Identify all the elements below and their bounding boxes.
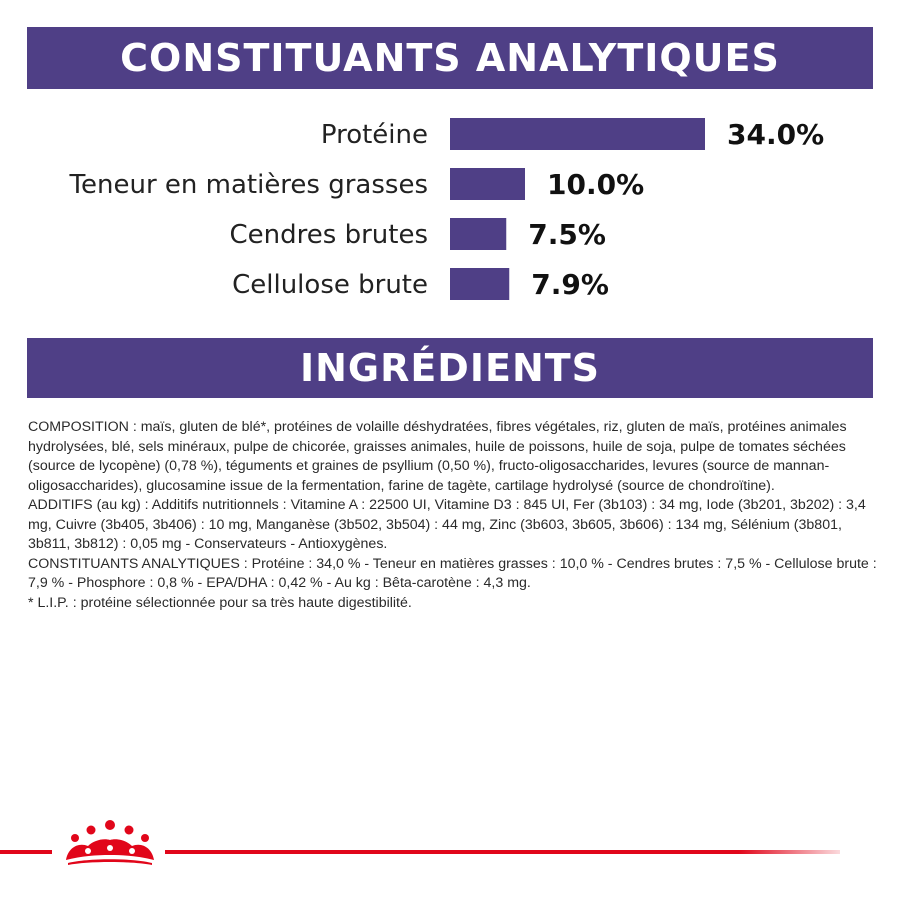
- bar-value-label: 7.9%: [531, 268, 609, 301]
- analytics-bar-chart: [0, 100, 900, 320]
- analytics-title: CONSTITUANTS ANALYTIQUES: [120, 36, 780, 80]
- analytics-banner: [27, 27, 873, 89]
- bar: [450, 168, 525, 200]
- bar-value-label: 7.5%: [528, 218, 606, 251]
- bar-label: Cellulose brute: [232, 270, 428, 300]
- ingredients-text: [28, 418, 878, 613]
- crown-icon: [58, 818, 162, 866]
- bar-value-label: 34.0%: [727, 118, 825, 151]
- bar-value-label: 10.0%: [547, 168, 645, 201]
- footnote-paragraph: * L.I.P. : protéine sélectionnée pour sa très haute digestibilité.: [28, 594, 412, 611]
- analytics-paragraph: CONSTITUANTS ANALYTIQUES : Protéine : 34,0 % - Teneur en matières grasses : 10,0 % - Cendres brutes : 7,5 % - Cellulose brute : 7,9 % - Phosphore : 0,8 % - EPA/DHA : 0,42 % - Au kg : Bêta-carotène : 4,3 mg.: [28, 555, 877, 591]
- footer-line-right: [165, 850, 840, 854]
- ingredients-title: INGRÉDIENTS: [299, 346, 601, 390]
- bar-label: Teneur en matières grasses: [69, 170, 428, 200]
- composition-paragraph: COMPOSITION : maïs, gluten de blé*, protéines de volaille déshydratées, fibres végétales, riz, gluten de maïs, protéines animales hydrolysées, blé, sels minéraux, pulpe de chicorée, graisses animales, huile de poissons, huile de soja, pulpe de tomates séchées (source de lycopène) (0,78 %), téguments et graines de psyllium (0,50 %), fructo-oligosaccharides, levures (source de mannan-oligosaccharides), glucosamine issue de la fermentation, farine de tagète, cartilage hydrolysé (source de chondroïtine).: [28, 419, 847, 494]
- bar-label: Protéine: [320, 120, 428, 150]
- bar: [450, 218, 506, 250]
- footer-line-left: [0, 850, 52, 854]
- bar: [450, 118, 705, 150]
- ingredients-banner: [27, 338, 873, 398]
- additives-paragraph: ADDITIFS (au kg) : Additifs nutritionnels : Vitamine A : 22500 UI, Vitamine D3 : 845 UI, Fer (3b103) : 34 mg, Iode (3b201, 3b202) : 3,4 mg, Cuivre (3b405, 3b406) : 10 mg, Manganèse (3b502, 3b504) : 44 mg, Zinc (3b603, 3b605, 3b606) : 134 mg, Sélénium (3b801, 3b811, 3b812) : 0,05 mg - Conservateurs - Antioxygènes.: [28, 497, 866, 552]
- bar: [450, 268, 509, 300]
- bar-label: Cendres brutes: [229, 220, 428, 250]
